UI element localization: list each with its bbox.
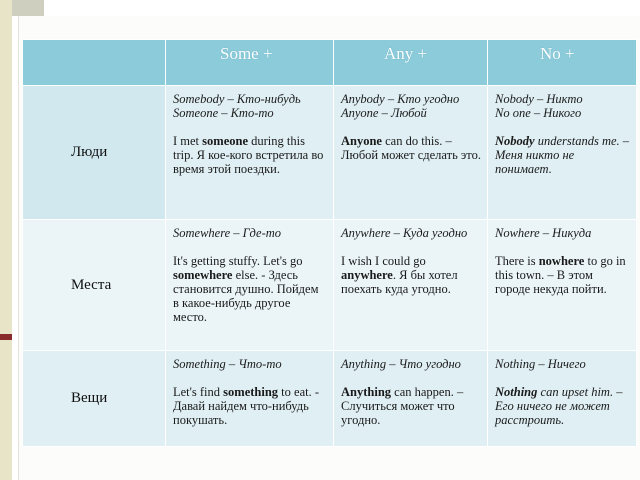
example-post: to go in this town. – В этом городе некуда пойти. bbox=[495, 254, 626, 296]
cell-example bbox=[341, 385, 481, 427]
cell-example bbox=[341, 254, 481, 296]
cell-heading: Somewhere – Где-то bbox=[173, 226, 282, 240]
example-post: can do this. – Любой может сделать это. bbox=[341, 134, 481, 162]
example-keyword: someone bbox=[202, 134, 248, 148]
row-label-places: Места bbox=[23, 220, 166, 351]
cell-heading: No one – Никого bbox=[495, 106, 582, 120]
cell-things-no bbox=[488, 351, 637, 447]
cell-people-no bbox=[488, 86, 637, 220]
cell-people-any bbox=[334, 86, 488, 220]
example-keyword: Nothing bbox=[495, 385, 538, 399]
example-keyword: Anything bbox=[341, 385, 392, 399]
example-post: else. - Здесь становится душно. Пойдем в какое-нибудь другое место. bbox=[173, 268, 319, 324]
example-post: understands me. – Меня никто не понимает. bbox=[495, 134, 630, 176]
cell-heading: Someone – Кто-то bbox=[173, 106, 274, 120]
example-keyword: Anyone bbox=[341, 134, 382, 148]
cell-things-some bbox=[166, 351, 334, 447]
cell-heading: Anywhere – Куда угодно bbox=[341, 226, 468, 240]
header-some bbox=[166, 40, 334, 86]
example-pre: There is bbox=[495, 254, 539, 268]
row-label-things: Вещи bbox=[23, 351, 166, 447]
row-label-people: Люди bbox=[23, 86, 166, 220]
table-row bbox=[23, 351, 637, 447]
cell-heading: Nobody – Никто bbox=[495, 92, 583, 106]
cell-heading: Anything – Что угодно bbox=[341, 357, 461, 371]
header-corner bbox=[23, 40, 166, 86]
cell-example bbox=[495, 385, 630, 427]
table-row bbox=[23, 220, 637, 351]
cell-heading: Anyone – Любой bbox=[341, 106, 427, 120]
header-no bbox=[488, 40, 637, 86]
header-row bbox=[23, 40, 637, 86]
table-row bbox=[23, 86, 637, 220]
cell-heading: Nowhere – Никуда bbox=[495, 226, 592, 240]
example-post: . Я бы хотел поехать куда угодно. bbox=[341, 268, 458, 296]
cell-heading: Nothing – Ничего bbox=[495, 357, 586, 371]
header-any bbox=[334, 40, 488, 86]
cell-places-no bbox=[488, 220, 637, 351]
example-keyword: somewhere bbox=[173, 268, 233, 282]
cell-example bbox=[173, 134, 327, 176]
cell-example bbox=[341, 134, 481, 162]
example-post: can upset him. – Его ничего не может расстроить. bbox=[495, 385, 623, 427]
example-keyword: something bbox=[223, 385, 279, 399]
cell-example bbox=[495, 254, 630, 296]
cell-people-some bbox=[166, 86, 334, 220]
example-keyword: nowhere bbox=[538, 254, 585, 268]
example-pre: I met bbox=[173, 134, 203, 148]
corner-decor bbox=[12, 0, 44, 16]
cell-example bbox=[173, 385, 327, 427]
cell-example bbox=[173, 254, 327, 324]
cell-things-any bbox=[334, 351, 488, 447]
example-post: during this trip. Я кое-кого встретила во время этой поездки. bbox=[173, 134, 324, 176]
left-decor-bar bbox=[0, 0, 12, 480]
example-pre: Let's find bbox=[173, 385, 224, 399]
left-decor-accent bbox=[0, 334, 12, 340]
cell-places-any bbox=[334, 220, 488, 351]
example-keyword: anywhere bbox=[341, 268, 393, 282]
cell-heading: Something – Что-то bbox=[173, 357, 282, 371]
cell-heading: Somebody – Кто-нибудь bbox=[173, 92, 301, 106]
pronoun-table bbox=[22, 39, 637, 447]
header-some-text: Some + bbox=[220, 44, 273, 63]
header-no-text: No + bbox=[540, 44, 575, 63]
cell-places-some bbox=[166, 220, 334, 351]
cell-heading: Anybody – Кто угодно bbox=[341, 92, 460, 106]
example-keyword: Nobody bbox=[495, 134, 535, 148]
example-post: can happen. – Случиться может что угодно. bbox=[341, 385, 464, 427]
example-post: to eat. - Давай найдем что-нибудь покушать. bbox=[173, 385, 320, 427]
example-pre: It's getting stuffy. Let's go bbox=[173, 254, 303, 268]
cell-example bbox=[495, 134, 630, 176]
example-pre: I wish I could go bbox=[341, 254, 426, 268]
header-any-text: Any + bbox=[384, 44, 428, 63]
